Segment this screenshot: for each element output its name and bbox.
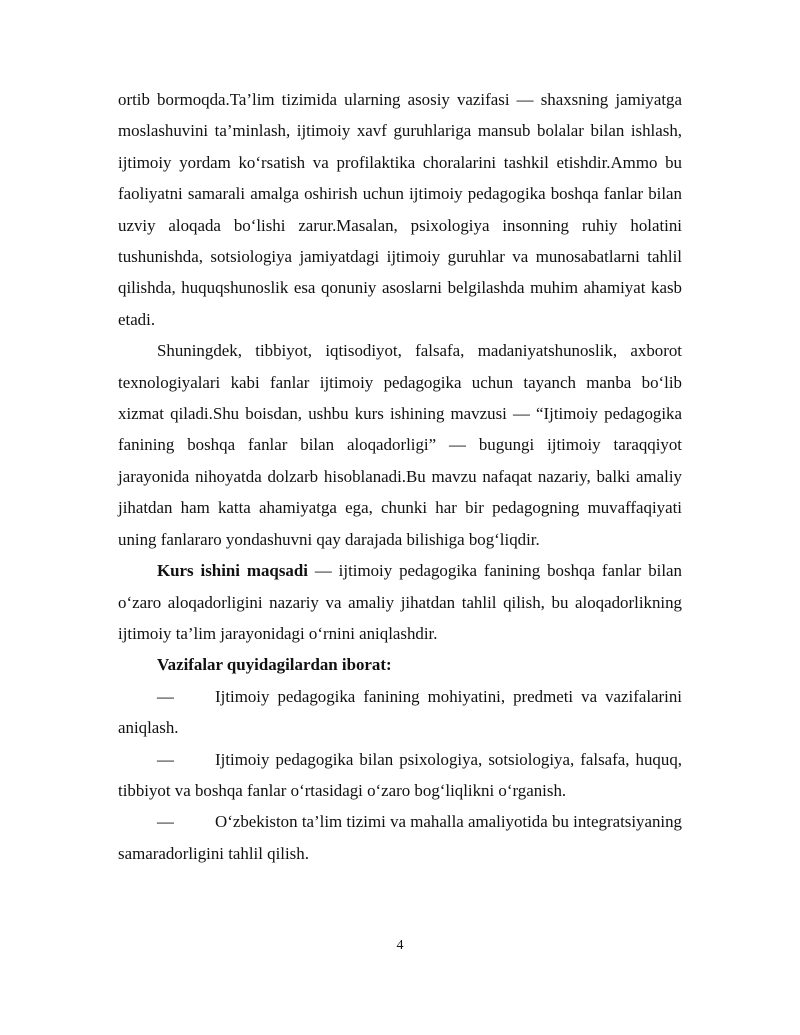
paragraph-goal [118,555,682,649]
task-item-2 [118,744,682,807]
dash-marker: — [157,812,174,832]
task-text: O‘zbekiston ta’lim tizimi va mahalla amaliyotida bu integratsiyaning samaradorligini tahlil qilish. [118,812,682,863]
dash-marker: — [157,686,174,706]
task-item-1 [118,681,682,744]
task-item-3 [118,806,682,869]
task-text: Ijtimoiy pedagogika fanining mohiyatini, predmeti va vazifalarini aniqlash. [118,686,682,738]
dash-marker: — [157,749,174,769]
goal-text: — ijtimoiy pedagogika fanining boshqa fanlar bilan o‘zaro aloqadorligini nazariy va amaliy jihatdan tahlil qilish, bu aloqadorlikning ijtimoiy ta’lim jarayonidagi o‘rnini aniqlashdir. [118,561,682,643]
paragraph-intro: ortib bormoqda.Ta’lim tizimida ularning asosiy vazifasi — shaxsning jamiyatga moslashuvini ta’minlash, ijtimoiy xavf guruhlariga mansub bolalar bilan ishlash, ijtimoiy yordam ko‘rsatish va profilaktika choralarini tashkil etishdir.Ammo bu faoliyatni samarali amalga oshirish uchun ijtimoiy pedagogika boshqa fanlar bilan uzviy aloqada bo‘lishi zarur.Masalan, psixologiya insonning ruhiy holatini tushunishda, sotsiologiya jamiyatdagi ijtimoiy guruhlar va munosabatlarni tahlil qilishda, huquqshunoslik esa qonuniy asoslarni belgilashda muhim ahamiyat kasb etadi. [118,90,682,329]
task-text: Ijtimoiy pedagogika bilan psixologiya, sotsiologiya, falsafa, huquq, tibbiyot va boshqa fanlar o‘rtasidagi o‘zaro bog‘liqlikni o‘rganish. [118,749,682,800]
goal-label: Kurs ishini maqsadi [157,561,308,581]
paragraph-relevance: Shuningdek, tibbiyot, iqtisodiyot, falsafa, madaniyatshunoslik, axborot texnologiyalari kabi fanlar ijtimoiy pedagogika uchun tayanch manba bo‘lib xizmat qiladi.Shu boisdan, ushbu kurs ishining mavzusi — “Ijtimoiy pedagogika fanining boshqa fanlar bilan aloqadorligi” — bugungi ijtimoiy taraqqiyot jarayonida nihoyatda dolzarb hisoblanadi.Bu mavzu nafaqat nazariy, balki amaliy jihatdan ham katta ahamiyatga ega, chunki har bir pedagogning muvaffaqiyati uning fanlararo yondashuvni qay darajada bilishiga bog‘liqdir. [118,341,682,549]
tasks-heading: Vazifalar quyidagilardan iborat: [157,655,392,675]
page-number: 4 [396,938,404,953]
